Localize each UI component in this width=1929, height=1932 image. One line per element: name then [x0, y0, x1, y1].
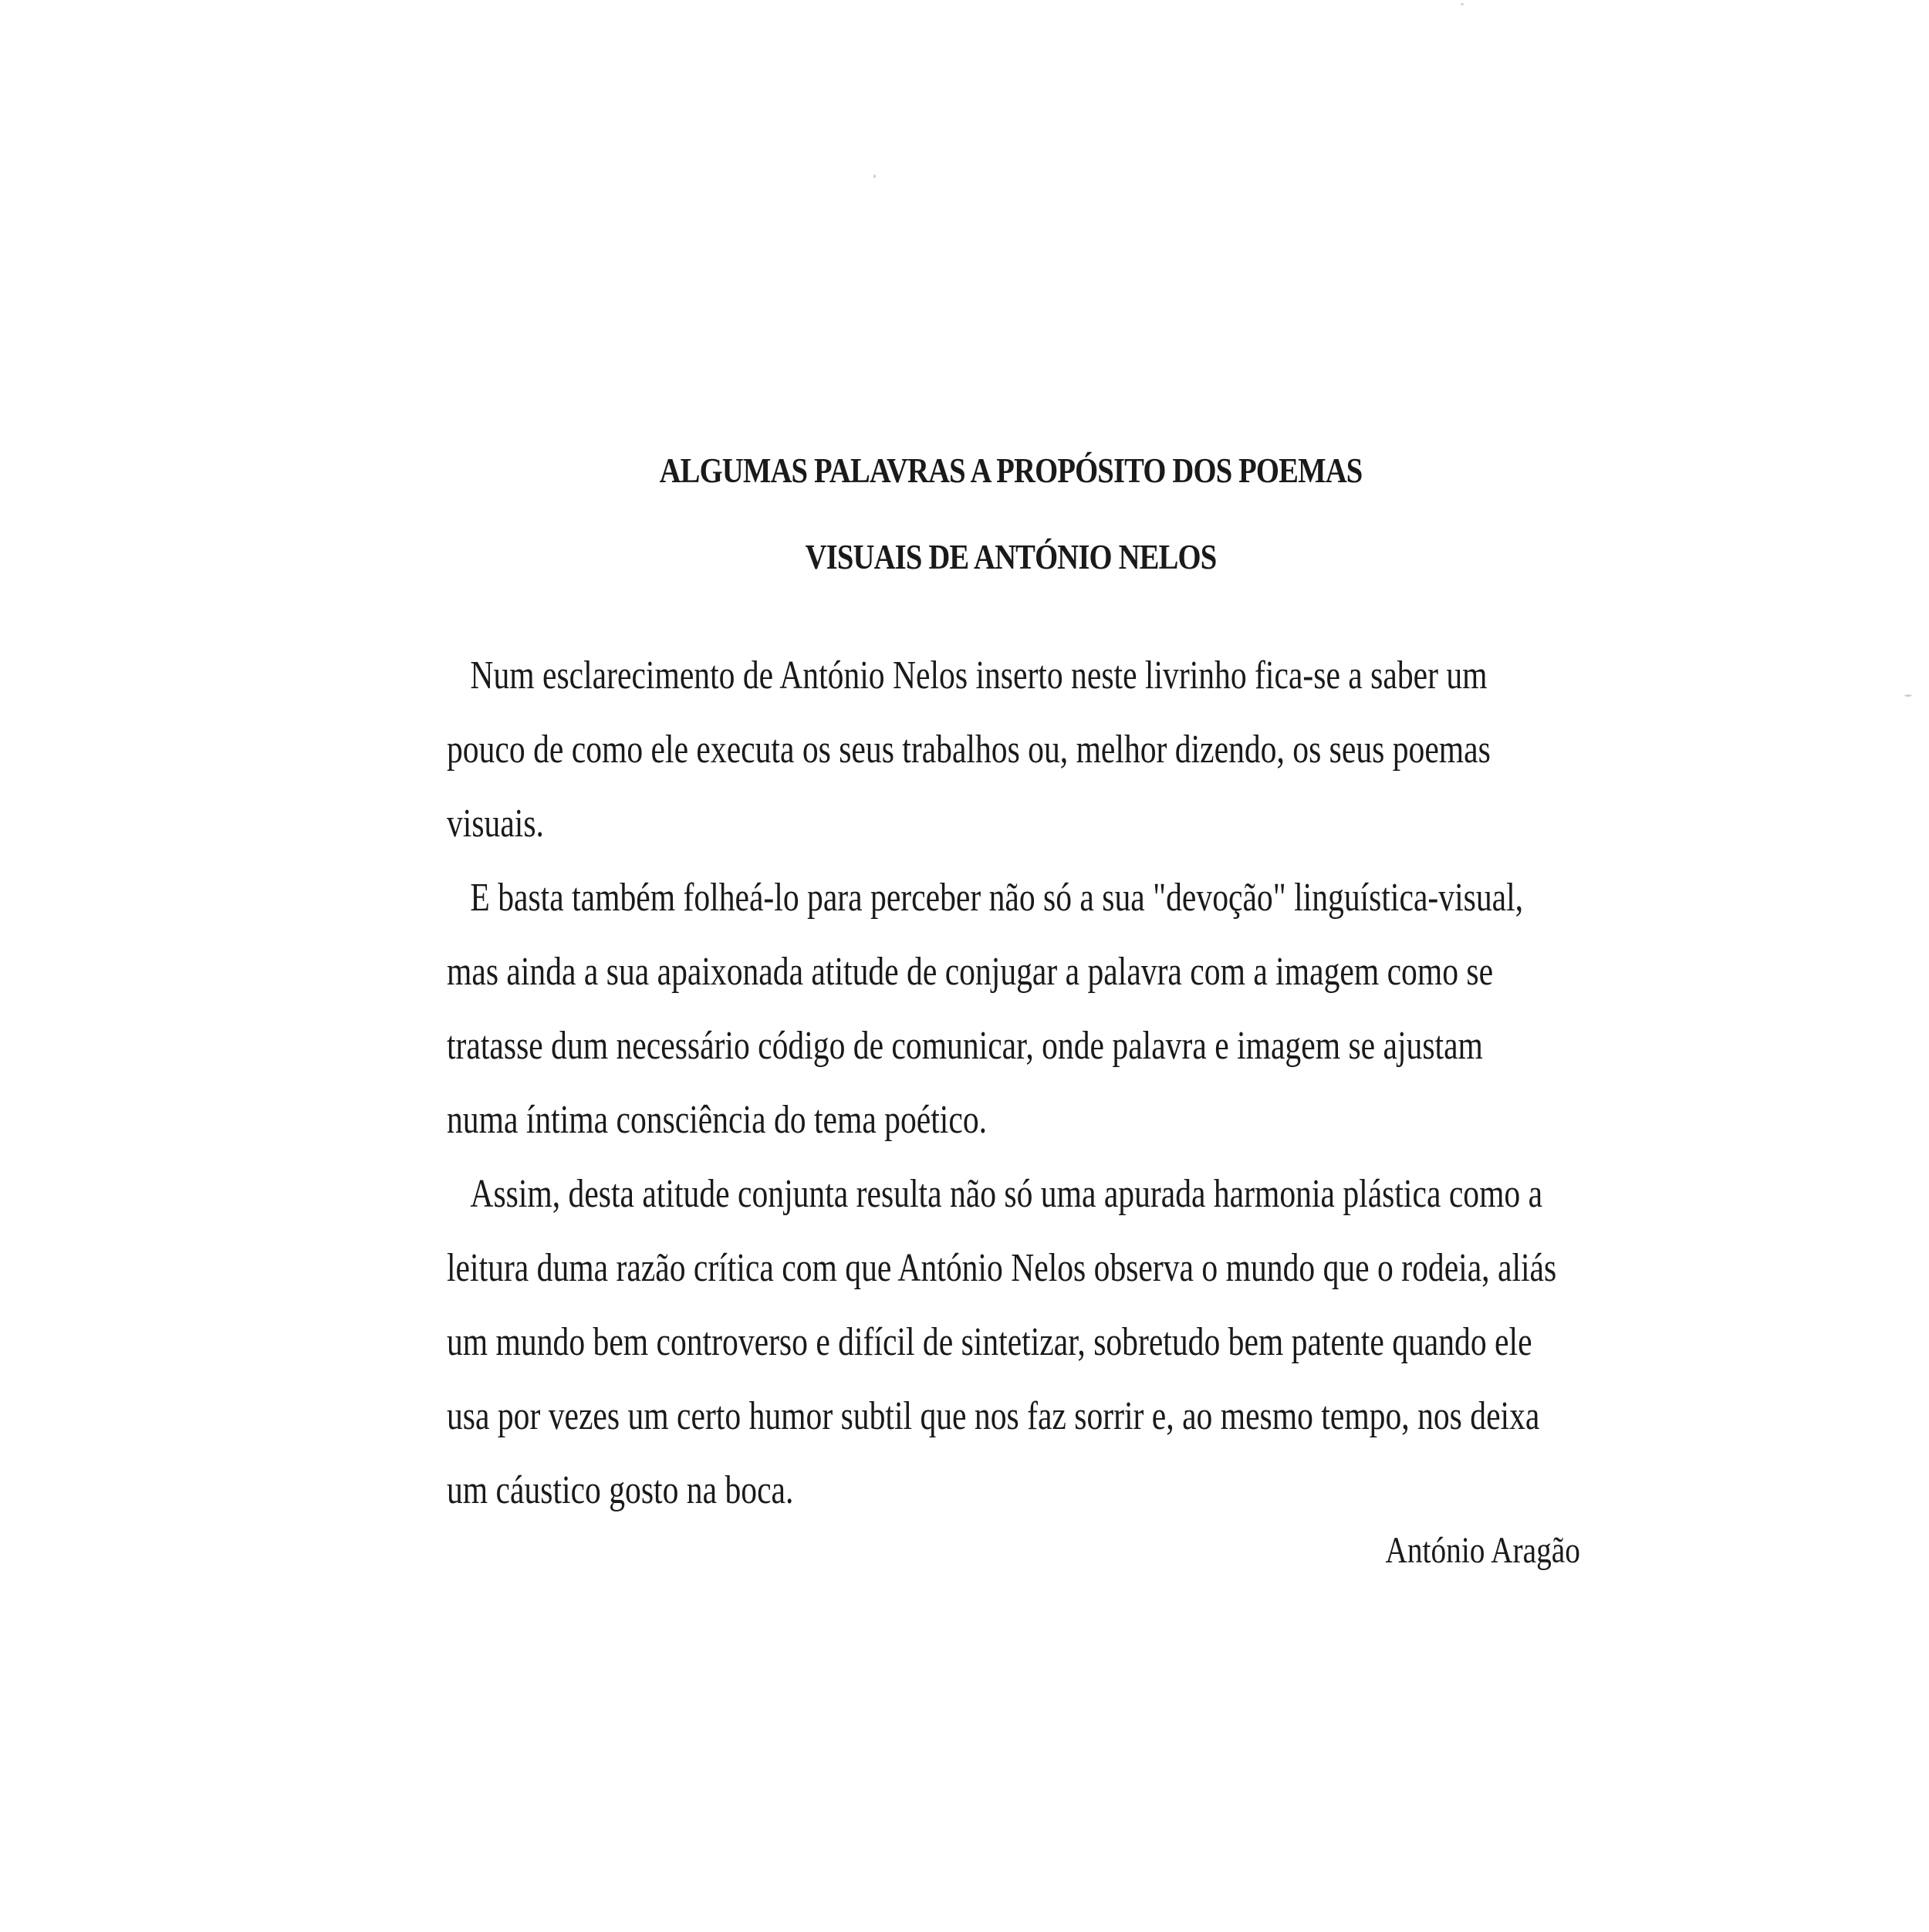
paragraph-line: um cáustico gosto na boca.: [447, 1468, 794, 1512]
paragraph-line: E basta também folheá-lo para perceber não só a sua "devoção" linguística-visual,: [470, 876, 1524, 920]
paragraph-line: numa íntima consciência do tema poético.: [447, 1098, 988, 1142]
paragraph-line: visuais.: [447, 802, 544, 846]
paragraph-line: Assim, desta atitude conjunta resulta não só uma apurada harmonia plástica como a: [470, 1172, 1543, 1216]
paragraph-line: usa por vezes um certo humor subtil que nos faz sorrir e, ao mesmo tempo, nos deixa: [447, 1394, 1540, 1438]
title-line: ALGUMAS PALAVRAS A PROPÓSITO DOS POEMAS: [659, 451, 1363, 490]
document-title: [432, 451, 1589, 576]
title-line: VISUAIS DE ANTÓNIO NELOS: [805, 537, 1217, 576]
paragraph-line: um mundo bem controverso e difícil de sintetizar, sobretudo bem patente quando ele: [447, 1320, 1532, 1364]
paragraph-line: leitura duma razão crítica com que António Nelos observa o mundo que o rodeia, aliás: [447, 1246, 1557, 1290]
scan-speck: [873, 174, 876, 178]
author-signature: António Aragão: [1385, 1530, 1580, 1571]
body-text: [447, 654, 1573, 1543]
paragraph-line: tratasse dum necessário código de comunicar, onde palavra e imagem se ajustam: [447, 1024, 1483, 1068]
scan-speck: [1461, 3, 1464, 5]
paragraph-line: mas ainda a sua apaixonada atitude de conjugar a palavra com a imagem como se: [447, 950, 1494, 994]
paragraph-line: Num esclarecimento de António Nelos inserto neste livrinho fica-se a saber um: [470, 654, 1488, 697]
scan-speck: [1904, 694, 1912, 697]
paragraph-line: pouco de como ele executa os seus trabalhos ou, melhor dizendo, os seus poemas: [447, 728, 1491, 772]
